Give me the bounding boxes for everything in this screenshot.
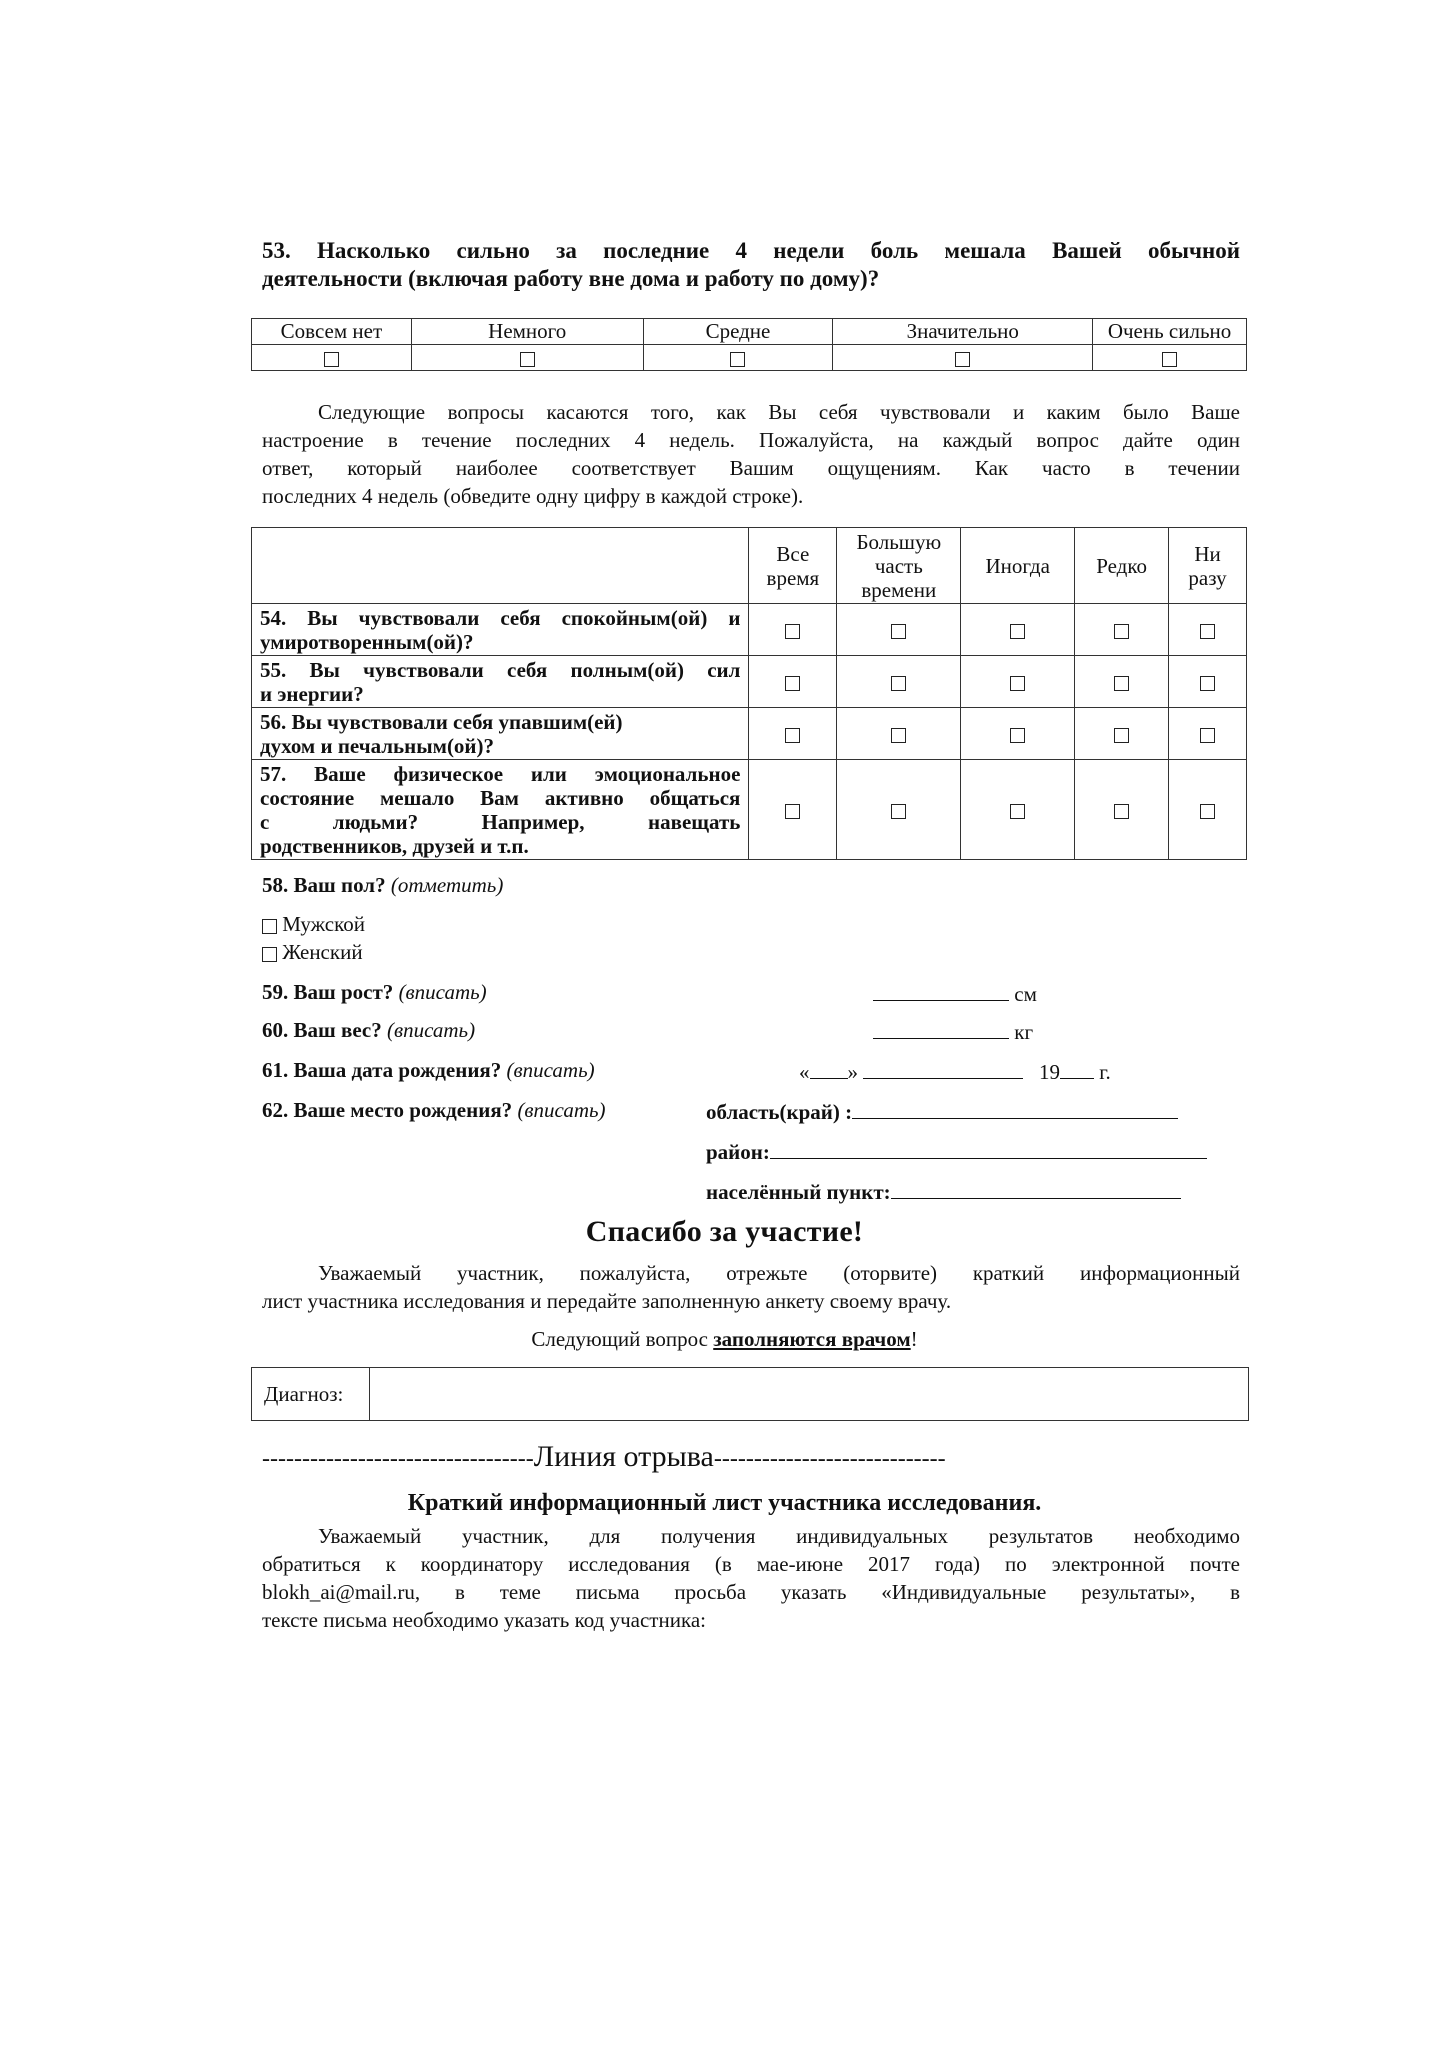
checkbox[interactable] (1114, 624, 1129, 639)
checkbox[interactable] (1200, 676, 1215, 691)
pain-scale-table (251, 318, 1247, 371)
tear-line-label: Линия отрыва (533, 1440, 714, 1473)
question-56: 56. Вы чувствовали себя упавшим(ей) духом и печальным(ой)? (252, 708, 749, 760)
scale-option-label: Совсем нет (252, 319, 412, 345)
checkbox[interactable] (1200, 804, 1215, 819)
column-header: Большую часть времени (837, 528, 961, 604)
checkbox[interactable] (891, 728, 906, 743)
paragraph-line: обратиться к координатору исследования (в мае-июне 2017 года) по электронной почте (262, 1552, 1240, 1576)
checkbox[interactable] (262, 947, 277, 962)
birth-date-field[interactable]: « » 19 г. (799, 1060, 1111, 1084)
gender-option-female[interactable]: Женский (262, 940, 363, 965)
scale-option-label: Немного (411, 319, 643, 345)
column-header: Все время (749, 528, 837, 604)
question-54: 54. Вы чувствовали себя спокойным(ой) и умиротворенным(ой)? (252, 604, 749, 656)
checkbox[interactable] (785, 676, 800, 691)
column-header: Редко (1075, 528, 1169, 604)
paragraph-line: настроение в течение последних 4 недель. Пожалуйста, на каждый вопрос дайте один (262, 428, 1240, 452)
checkbox[interactable] (891, 676, 906, 691)
scale-option-label: Значительно (833, 319, 1093, 345)
paragraph-line: тексте письма необходимо указать код участника: (262, 1608, 706, 1632)
checkbox[interactable] (262, 919, 277, 934)
locality-field[interactable]: населённый пункт: (706, 1178, 1181, 1205)
paragraph-line: ответ, который наиболее соответствует Вашим ощущениям. Как часто в течении (262, 456, 1240, 480)
table-row (252, 656, 1247, 708)
region-field[interactable]: область(край) : (706, 1098, 1178, 1125)
checkbox[interactable] (730, 352, 745, 367)
district-field[interactable]: район: (706, 1138, 1207, 1165)
day-input[interactable] (810, 1058, 848, 1079)
checkbox[interactable] (1200, 728, 1215, 743)
info-sheet-title: Краткий информационный лист участника исследования. (407, 1490, 1042, 1516)
scale-option-label: Средне (643, 319, 833, 345)
gender-option-male[interactable]: Мужской (262, 912, 365, 937)
region-input[interactable] (852, 1098, 1178, 1119)
question-62: 62. Ваше место рождения? (вписать) (262, 1098, 606, 1122)
checkbox[interactable] (520, 352, 535, 367)
intro-paragraph (262, 398, 1240, 510)
checkbox[interactable] (1010, 728, 1025, 743)
checkbox[interactable] (1114, 728, 1129, 743)
question-53-line: деятельности (включая работу вне дома и работу по дому)? (262, 266, 880, 291)
height-input[interactable] (873, 980, 1009, 1001)
table-row (252, 760, 1247, 860)
question-53 (262, 237, 1240, 293)
checkbox[interactable] (1010, 676, 1025, 691)
locality-input[interactable] (891, 1178, 1181, 1199)
diagnosis-label: Диагноз: (252, 1368, 370, 1420)
weight-input[interactable] (873, 1018, 1009, 1039)
diagnosis-input[interactable] (370, 1368, 1248, 1420)
checkbox[interactable] (955, 352, 970, 367)
diagnosis-box (251, 1367, 1249, 1421)
checkbox[interactable] (1200, 624, 1215, 639)
paragraph-line: Уважаемый участник, для получения индивидуальных результатов необходимо (318, 1524, 1240, 1548)
height-field[interactable]: см (873, 980, 1037, 1007)
paragraph-line: Уважаемый участник, пожалуйста, отрежьте (оторвите) краткий информационный (318, 1261, 1240, 1285)
weight-field[interactable]: кг (873, 1018, 1033, 1045)
column-header: Иногда (961, 528, 1075, 604)
table-row (252, 604, 1247, 656)
checkbox[interactable] (324, 352, 339, 367)
checkbox[interactable] (1010, 624, 1025, 639)
year-input[interactable] (1060, 1058, 1094, 1079)
info-sheet-paragraph (262, 1522, 1240, 1634)
month-input[interactable] (863, 1058, 1023, 1079)
paragraph-line: последних 4 недель (обведите одну цифру в каждой строке). (262, 484, 804, 508)
checkbox[interactable] (1114, 676, 1129, 691)
column-header: Ни разу (1169, 528, 1247, 604)
checkbox[interactable] (785, 728, 800, 743)
question-55: 55. Вы чувствовали себя полным(ой) сил и энергии? (252, 656, 749, 708)
question-59: 59. Ваш рост? (вписать) (262, 980, 487, 1004)
paragraph-line: blokh_ai@mail.ru, в теме письма просьба указать «Индивидуальные результаты», в (262, 1580, 1240, 1604)
checkbox[interactable] (1162, 352, 1177, 367)
checkbox[interactable] (785, 624, 800, 639)
question-53-line: 53. Насколько сильно за последние 4 недели боль мешала Вашей обычной (262, 238, 1240, 263)
question-61: 61. Ваша дата рождения? (вписать) (262, 1058, 595, 1082)
checkbox[interactable] (1010, 804, 1025, 819)
tear-line: ----------------------------------Линия отрыва----------------------------- (262, 1440, 946, 1473)
paragraph-line: Следующие вопросы касаются того, как Вы себя чувствовали и каким было Ваше (318, 400, 1240, 424)
paragraph-line: лист участника исследования и передайте заполненную анкету своему врачу. (262, 1289, 952, 1313)
thanks-heading: Спасибо за участие! (585, 1215, 864, 1248)
scale-option-label: Очень сильно (1093, 319, 1247, 345)
doctor-note: Следующий вопрос заполняются врачом! (531, 1327, 918, 1351)
table-row (252, 708, 1247, 760)
checkbox[interactable] (891, 804, 906, 819)
checkbox[interactable] (785, 804, 800, 819)
question-57: 57. Ваше физическое или эмоциональное состояние мешало Вам активно общаться с людьми? Например, навещать родственников, друзей и т.п. (252, 760, 749, 860)
district-input[interactable] (770, 1138, 1207, 1159)
notice-paragraph (262, 1259, 1240, 1315)
question-60: 60. Ваш вес? (вписать) (262, 1018, 476, 1042)
checkbox[interactable] (1114, 804, 1129, 819)
question-58: 58. Ваш пол? (отметить) (262, 873, 504, 897)
checkbox[interactable] (891, 624, 906, 639)
mood-frequency-table (251, 527, 1247, 860)
